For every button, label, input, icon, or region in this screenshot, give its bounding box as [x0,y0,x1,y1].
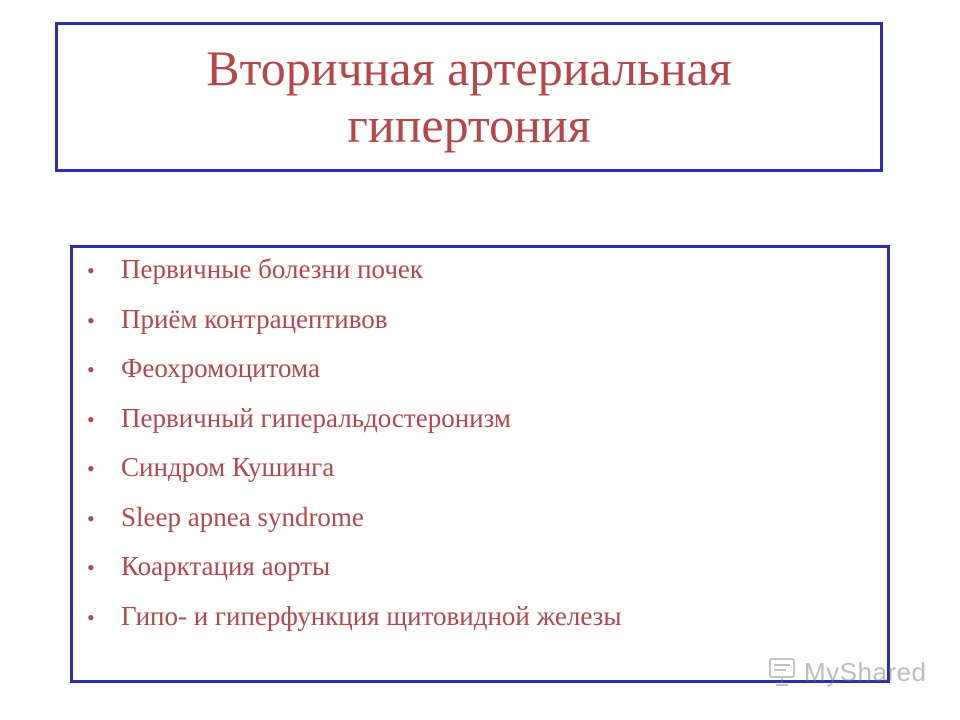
watermark-text: MyShared [804,656,927,687]
list-item-text: Первичный гиперальдостеронизм [121,402,511,433]
bullet-icon: • [87,604,95,630]
list-item-text: Синдром Кушинга [121,452,335,482]
title-box [55,22,883,172]
bullet-icon: • [87,307,95,333]
watermark [766,656,927,688]
bullet-icon: • [87,406,95,432]
list-item-text: Приём контрацептивов [121,303,388,334]
list-item [73,551,887,601]
list-item [73,601,887,651]
bullet-icon: • [87,555,95,580]
list-item [73,254,887,304]
list-item [73,403,887,453]
list-item [73,502,887,552]
list-item-text: Sleep apnea syndrome [121,501,364,532]
bullet-icon: • [87,357,95,382]
slide-title: Вторичная артериальная гипертония [206,39,732,153]
list-item [73,353,887,403]
list-item-text: Коарктация аорты [121,551,331,581]
list-item-text: Первичные болезни почек [121,254,423,284]
presentation-board-icon [766,656,798,688]
list-item-text: Феохромоцитома [121,353,320,383]
list-item-text: Гипо- и гиперфункция щитовидной железы [121,600,622,631]
list-item [73,452,887,502]
bullet-list [73,248,887,650]
bullet-icon: • [87,258,95,283]
list-item [73,304,887,354]
bullet-icon: • [87,456,95,481]
bullet-icon: • [87,505,95,531]
content-box [70,245,890,683]
